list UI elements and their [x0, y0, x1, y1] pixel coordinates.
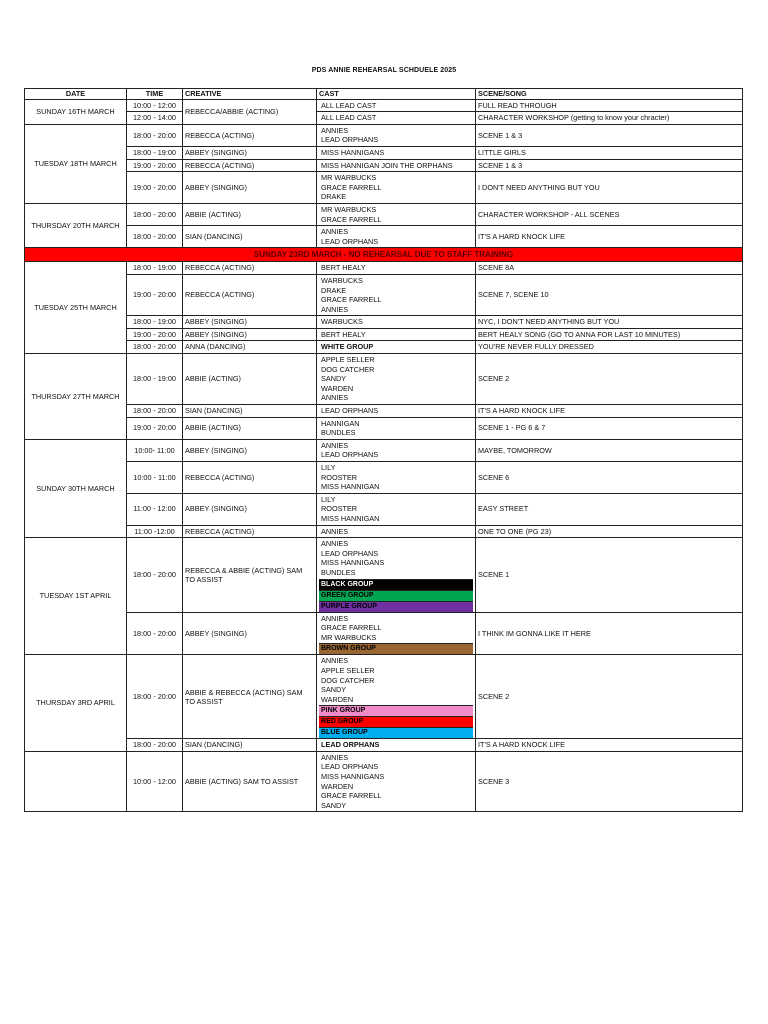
- scene-song-cell: ONE TO ONE (PG 23): [476, 525, 743, 538]
- cast-member: ANNIES: [321, 613, 349, 623]
- scene-song-cell: SCENE 8A: [476, 262, 743, 275]
- cast-member: ANNIES: [321, 539, 349, 549]
- document-title: PDS ANNIE REHEARSAL SCHDUELE 2025: [311, 67, 457, 74]
- cast-names: [319, 160, 473, 172]
- header-row: [25, 89, 743, 100]
- cast-names: [319, 147, 473, 159]
- cast-cell: [317, 417, 476, 439]
- cast-member: ANNIES: [321, 526, 349, 536]
- cast-member: GRACE FARRELL: [321, 295, 382, 305]
- cast-member: ANNIES: [321, 227, 349, 237]
- cast-member: GRACE FARRELL: [321, 623, 382, 633]
- creative-cell: ABBIE (ACTING): [183, 354, 317, 405]
- creative-cell: ABBIE (ACTING) SAM TO ASSIST: [183, 751, 317, 812]
- time-cell: 10:00 - 11:00: [127, 462, 183, 494]
- time-cell: 18:00 - 20:00: [127, 124, 183, 146]
- cast-names: [319, 354, 473, 404]
- scene-song-cell: EASY STREET: [476, 493, 743, 525]
- schedule-body: [25, 99, 743, 812]
- time-cell: 19:00 - 20:00: [127, 417, 183, 439]
- cast-member: WARDEN: [321, 781, 354, 791]
- cast-cell: [317, 146, 476, 159]
- scene-song-cell: SCENE 2: [476, 354, 743, 405]
- creative-cell: REBECCA (ACTING): [183, 124, 317, 146]
- cast-member: MISS HANNIGANS: [321, 147, 385, 157]
- time-cell: 18:00 - 19:00: [127, 262, 183, 275]
- scene-song-cell: CHARACTER WORKSHOP - ALL SCENES: [476, 203, 743, 225]
- cast-names: [319, 462, 473, 493]
- cast-member: BUNDLES: [321, 567, 356, 577]
- cast-member: ANNIES: [321, 752, 349, 762]
- cast-member: MISS HANNIGANS: [321, 772, 385, 782]
- creative-cell: SIAN (DANCING): [183, 226, 317, 248]
- time-cell: 11:00 -12:00: [127, 525, 183, 538]
- time-cell: 19:00 - 20:00: [127, 274, 183, 315]
- cast-member: ROOSTER: [321, 504, 358, 514]
- cast-member: WARDEN: [321, 383, 354, 393]
- creative-cell: SIAN (DANCING): [183, 739, 317, 752]
- cast-cell: [317, 439, 476, 461]
- table-row: [25, 739, 743, 752]
- time-cell: 12:00 - 14:00: [127, 112, 183, 125]
- cast-member: MISS HANNIGAN JOIN THE ORPHANS: [321, 160, 453, 170]
- cast-cell: [317, 655, 476, 739]
- cast-names: [319, 752, 473, 812]
- header-creative: CREATIVE: [183, 89, 317, 100]
- creative-cell: ABBEY (SINGING): [183, 439, 317, 461]
- header-time: TIME: [127, 89, 183, 100]
- cast-member: GRACE FARRELL: [321, 182, 382, 192]
- cast-names: [319, 172, 473, 203]
- creative-cell: REBECCA (ACTING): [183, 274, 317, 315]
- cast-names: [319, 538, 473, 578]
- group-badge: BLACK GROUP: [319, 579, 473, 590]
- cast-cell: [317, 112, 476, 125]
- time-cell: 18:00 - 19:00: [127, 354, 183, 405]
- time-cell: 18:00 - 20:00: [127, 226, 183, 248]
- cast-cell: [317, 538, 476, 612]
- cast-names: [319, 494, 473, 525]
- creative-cell: ABBEY (SINGING): [183, 172, 317, 204]
- cast-member: SANDY: [321, 685, 347, 695]
- cast-member: BERT HEALY: [321, 263, 366, 273]
- table-row: [25, 203, 743, 225]
- cast-names: [319, 112, 473, 124]
- table-row: [25, 274, 743, 315]
- scene-song-cell: CHARACTER WORKSHOP (getting to know your chracter): [476, 112, 743, 125]
- creative-cell: ABBIE (ACTING): [183, 203, 317, 225]
- cast-member: MISS HANNIGANS: [321, 558, 385, 568]
- creative-cell: REBECCA/ABBIE (ACTING): [183, 99, 317, 124]
- scene-song-cell: SCENE 1 - PG 6 & 7: [476, 417, 743, 439]
- table-row: [25, 316, 743, 329]
- date-cell: TUESDAY 18TH MARCH: [25, 124, 127, 203]
- creative-cell: ABBEY (SINGING): [183, 316, 317, 329]
- cast-member: GRACE FARRELL: [321, 791, 382, 801]
- cast-names: [319, 655, 473, 705]
- scene-song-cell: LITTLE GIRLS: [476, 146, 743, 159]
- scene-song-cell: SCENE 7, SCENE 10: [476, 274, 743, 315]
- cast-member: DOG CATCHER: [321, 364, 375, 374]
- cast-cell: [317, 226, 476, 248]
- date-cell: SUNDAY 16TH MARCH: [25, 99, 127, 124]
- table-row: [25, 538, 743, 612]
- creative-cell: ABBIE & REBECCA (ACTING) SAM TO ASSIST: [183, 655, 317, 739]
- cast-cell: [317, 354, 476, 405]
- scene-song-cell: MAYBE, TOMORROW: [476, 439, 743, 461]
- scene-song-cell: FULL READ THROUGH: [476, 99, 743, 112]
- table-row: [25, 159, 743, 172]
- notice-row: [25, 248, 743, 262]
- scene-song-cell: IT'S A HARD KNOCK LIFE: [476, 226, 743, 248]
- cast-cell: [317, 405, 476, 418]
- cast-member: DRAKE: [321, 192, 347, 202]
- date-cell: THURSDAY 20TH MARCH: [25, 203, 127, 247]
- scene-song-cell: SCENE 3: [476, 751, 743, 812]
- cast-member: ANNIES: [321, 656, 349, 666]
- table-row: [25, 462, 743, 494]
- time-cell: 18:00 - 20:00: [127, 341, 183, 354]
- time-cell: 19:00 - 20:00: [127, 328, 183, 341]
- cast-cell: [317, 99, 476, 112]
- header-scene-song: SCENE/SONG: [476, 89, 743, 100]
- time-cell: 18:00 - 19:00: [127, 146, 183, 159]
- cast-member: MR WARBUCKS: [321, 632, 377, 642]
- table-row: [25, 172, 743, 204]
- cast-member: GRACE FARRELL: [321, 214, 382, 224]
- group-badge: BLUE GROUP: [319, 727, 473, 738]
- group-badge: PURPLE GROUP: [319, 601, 473, 612]
- cast-cell: [317, 493, 476, 525]
- cast-cell: [317, 203, 476, 225]
- cast-names: [319, 440, 473, 461]
- cast-names: [319, 226, 473, 247]
- creative-cell: REBECCA (ACTING): [183, 462, 317, 494]
- date-cell: THURSDAY 3RD APRIL: [25, 655, 127, 752]
- cast-member: WARDEN: [321, 694, 354, 704]
- table-row: [25, 417, 743, 439]
- cast-member: LEAD ORPHANS: [321, 406, 379, 416]
- table-row: [25, 493, 743, 525]
- cast-member: ALL LEAD CAST: [321, 113, 377, 123]
- cast-member: BUNDLES: [321, 428, 356, 438]
- table-row: [25, 112, 743, 125]
- scene-song-cell: IT'S A HARD KNOCK LIFE: [476, 739, 743, 752]
- cast-cell: [317, 274, 476, 315]
- date-cell: THURSDAY 27TH MARCH: [25, 354, 127, 440]
- time-cell: 18:00 - 20:00: [127, 655, 183, 739]
- cast-member: APPLE SELLER: [321, 665, 375, 675]
- cast-member: ANNIES: [321, 393, 349, 403]
- cast-names: [319, 341, 473, 353]
- cast-member: ANNIES: [321, 440, 349, 450]
- cast-member: MISS HANNIGAN: [321, 513, 380, 523]
- cast-member: SANDY: [321, 800, 347, 810]
- time-cell: 18:00 - 20:00: [127, 739, 183, 752]
- cast-member: ROOSTER: [321, 472, 358, 482]
- cast-cell: [317, 262, 476, 275]
- scene-song-cell: I THINK IM GONNA LIKE IT HERE: [476, 612, 743, 655]
- cast-member: LEAD ORPHANS: [321, 236, 379, 246]
- table-row: [25, 525, 743, 538]
- cast-member: DRAKE: [321, 285, 347, 295]
- cast-names: [319, 526, 473, 538]
- cast-member: ANNIES: [321, 304, 349, 314]
- cast-member: LEAD ORPHANS: [321, 135, 379, 145]
- cast-member: ALL LEAD CAST: [321, 100, 377, 110]
- cast-cell: [317, 328, 476, 341]
- table-row: [25, 439, 743, 461]
- scene-song-cell: NYC, I DON'T NEED ANYTHING BUT YOU: [476, 316, 743, 329]
- no-rehearsal-notice: SUNDAY 23RD MARCH - NO REHEARSAL DUE TO STAFF TRAINING: [25, 248, 743, 262]
- creative-cell: SIAN (DANCING): [183, 405, 317, 418]
- table-row: [25, 354, 743, 405]
- scene-song-cell: I DON'T NEED ANYTHING BUT YOU: [476, 172, 743, 204]
- cast-cell: [317, 612, 476, 655]
- cast-cell: [317, 462, 476, 494]
- cast-member: WARBUCKS: [321, 275, 363, 285]
- cast-member: LEAD ORPHANS: [321, 548, 379, 558]
- table-row: [25, 262, 743, 275]
- time-cell: 18:00 - 20:00: [127, 405, 183, 418]
- cast-member: SANDY: [321, 374, 347, 384]
- cast-member: WHITE GROUP: [321, 342, 374, 352]
- cast-cell: [317, 159, 476, 172]
- creative-cell: ANNA (DANCING): [183, 341, 317, 354]
- table-row: [25, 655, 743, 739]
- cast-cell: [317, 751, 476, 812]
- time-cell: 18:00 - 20:00: [127, 203, 183, 225]
- group-badge: BROWN GROUP: [319, 643, 473, 654]
- group-badge: PINK GROUP: [319, 705, 473, 716]
- header-date: DATE: [25, 89, 127, 100]
- cast-names: [319, 613, 473, 644]
- cast-cell: [317, 525, 476, 538]
- cast-member: MR WARBUCKS: [321, 204, 377, 214]
- time-cell: 19:00 - 20:00: [127, 159, 183, 172]
- cast-names: [319, 405, 473, 417]
- time-cell: 19:00 - 20:00: [127, 172, 183, 204]
- rehearsal-schedule-table: [24, 88, 743, 812]
- table-row: [25, 612, 743, 655]
- scene-song-cell: SCENE 1 & 3: [476, 124, 743, 146]
- creative-cell: ABBEY (SINGING): [183, 328, 317, 341]
- time-cell: 18:00 - 20:00: [127, 538, 183, 612]
- table-row: [25, 124, 743, 146]
- table-row: [25, 405, 743, 418]
- cast-names: [319, 275, 473, 315]
- group-badge: GREEN GROUP: [319, 590, 473, 601]
- cast-cell: [317, 739, 476, 752]
- date-cell: TUESDAY 1ST APRIL: [25, 538, 127, 655]
- cast-cell: [317, 124, 476, 146]
- cast-names: [319, 204, 473, 225]
- time-cell: 11:00 - 12:00: [127, 493, 183, 525]
- scene-song-cell: IT'S A HARD KNOCK LIFE: [476, 405, 743, 418]
- table-row: [25, 226, 743, 248]
- header-cast: CAST: [317, 89, 476, 100]
- creative-cell: REBECCA & ABBIE (ACTING) SAM TO ASSIST: [183, 538, 317, 612]
- scene-song-cell: YOU'RE NEVER FULLY DRESSED: [476, 341, 743, 354]
- cast-cell: [317, 316, 476, 329]
- cast-member: LEAD ORPHANS: [321, 450, 379, 460]
- cast-member: DOG CATCHER: [321, 675, 375, 685]
- scene-song-cell: SCENE 1 & 3: [476, 159, 743, 172]
- cast-names: [319, 100, 473, 112]
- scene-song-cell: BERT HEALY SONG (GO TO ANNA FOR LAST 10 MINUTES): [476, 328, 743, 341]
- creative-cell: REBECCA (ACTING): [183, 159, 317, 172]
- time-cell: 18:00 - 19:00: [127, 316, 183, 329]
- table-row: [25, 146, 743, 159]
- cast-member: HANNIGAN: [321, 418, 360, 428]
- cast-member: BERT HEALY: [321, 329, 366, 339]
- table-row: [25, 341, 743, 354]
- cast-member: MISS HANNIGAN: [321, 482, 380, 492]
- cast-member: LEAD ORPHANS: [321, 740, 380, 750]
- creative-cell: ABBEY (SINGING): [183, 493, 317, 525]
- creative-cell: REBECCA (ACTING): [183, 525, 317, 538]
- cast-names: [319, 329, 473, 341]
- scene-song-cell: SCENE 2: [476, 655, 743, 739]
- scene-song-cell: SCENE 6: [476, 462, 743, 494]
- cast-names: [319, 418, 473, 439]
- cast-member: LILY: [321, 494, 336, 504]
- cast-member: LEAD ORPHANS: [321, 762, 379, 772]
- cast-member: APPLE SELLER: [321, 355, 375, 365]
- table-row: [25, 99, 743, 112]
- creative-cell: ABBEY (SINGING): [183, 612, 317, 655]
- time-cell: 10:00- 11:00: [127, 439, 183, 461]
- date-cell: SUNDAY 30TH MARCH: [25, 439, 127, 537]
- time-cell: 10:00 - 12:00: [127, 99, 183, 112]
- cast-member: ANNIES: [321, 125, 349, 135]
- cast-names: [319, 739, 473, 751]
- table-row: [25, 328, 743, 341]
- cast-names: [319, 125, 473, 146]
- cast-member: LILY: [321, 463, 336, 472]
- time-cell: 10:00 - 12:00: [127, 751, 183, 812]
- creative-cell: ABBIE (ACTING): [183, 417, 317, 439]
- cast-member: WARBUCKS: [321, 317, 363, 327]
- group-badge: RED GROUP: [319, 716, 473, 727]
- cast-cell: [317, 341, 476, 354]
- scene-song-cell: SCENE 1: [476, 538, 743, 612]
- creative-cell: REBECCA (ACTING): [183, 262, 317, 275]
- cast-names: [319, 262, 473, 274]
- date-cell: [25, 751, 127, 812]
- creative-cell: ABBEY (SINGING): [183, 146, 317, 159]
- cast-names: [319, 316, 473, 328]
- table-row: [25, 751, 743, 812]
- time-cell: 18:00 - 20:00: [127, 612, 183, 655]
- cast-member: MR WARBUCKS: [321, 173, 377, 183]
- date-cell: TUESDAY 25TH MARCH: [25, 262, 127, 354]
- cast-cell: [317, 172, 476, 204]
